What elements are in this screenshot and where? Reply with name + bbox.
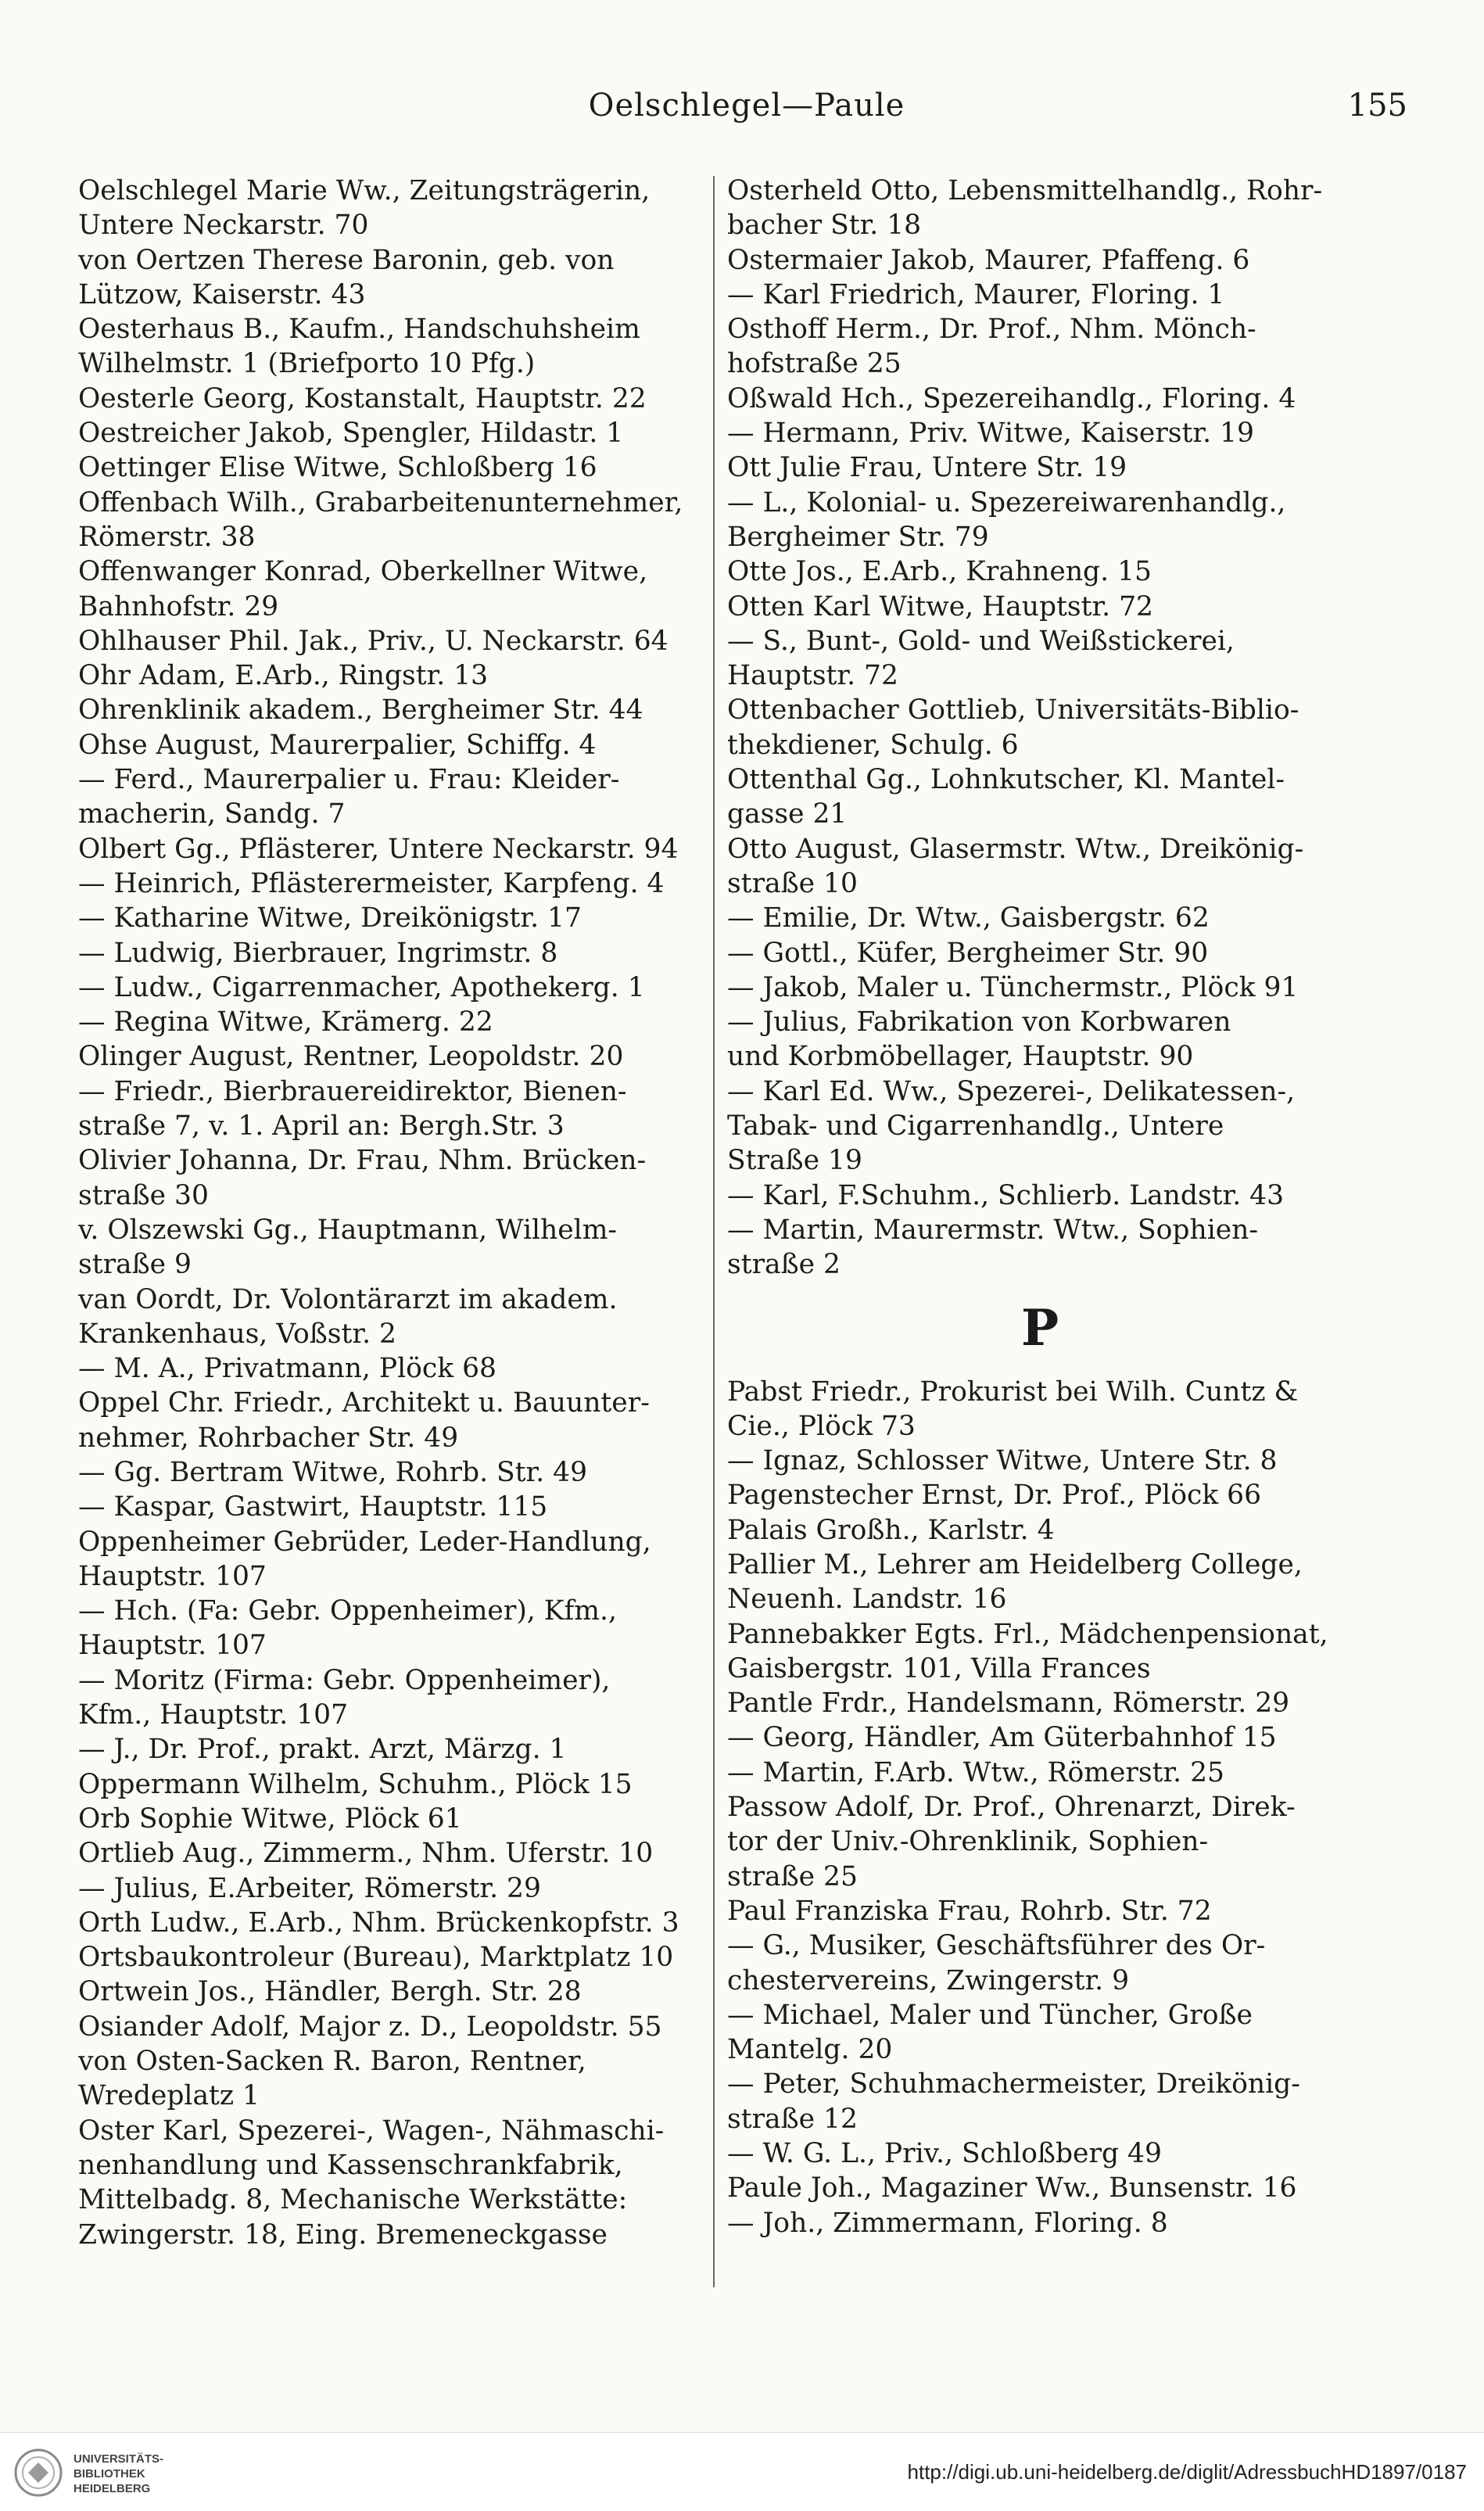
directory-entry-line: — Moritz (Firma: Gebr. Oppenheimer), xyxy=(78,1664,611,1696)
directory-entry-line: Olbert Gg., Pflästerer, Untere Neckarstr. 94 xyxy=(78,833,679,865)
directory-entry-line: Krankenhaus, Voßstr. 2 xyxy=(78,1318,396,1350)
directory-entry-line: Ortsbaukontroleur (Bureau), Marktplatz 10 xyxy=(78,1942,674,1974)
directory-entry-line: — Michael, Maler und Tüncher, Große xyxy=(727,1999,1253,2031)
directory-entry-line: Osthoff Herm., Dr. Prof., Nhm. Mönch- xyxy=(727,314,1256,346)
directory-entry-line: — Gg. Bertram Witwe, Rohrb. Str. 49 xyxy=(78,1456,588,1488)
directory-entry-line: Ohlhauser Phil. Jak., Priv., U. Neckarstr. 64 xyxy=(78,625,669,657)
directory-entry-line: thekdiener, Schulg. 6 xyxy=(727,729,1019,761)
column-divider xyxy=(713,176,715,2287)
directory-entry-line: Palais Großh., Karlstr. 4 xyxy=(727,1514,1055,1546)
directory-entry-line: Untere Neckarstr. 70 xyxy=(78,210,369,242)
directory-entry-line: Mittelbadg. 8, Mechanische Werkstätte: xyxy=(78,2184,628,2216)
directory-entry-line: nenhandlung und Kassenschrankfabrik, xyxy=(78,2149,623,2181)
directory-entry-line: — Julius, E.Arbeiter, Römerstr. 29 xyxy=(78,1872,541,1904)
directory-entry-line: — Friedr., Bierbrauereidirektor, Bienen- xyxy=(78,1075,627,1107)
directory-entry-line: — Joh., Zimmermann, Floring. 8 xyxy=(727,2207,1168,2239)
directory-entry-line: — Emilie, Dr. Wtw., Gaisbergstr. 62 xyxy=(727,902,1210,934)
directory-entry-line: Oettinger Elise Witwe, Schloßberg 16 xyxy=(78,452,597,484)
directory-entry-line: Tabak- und Cigarrenhandlg., Untere xyxy=(727,1110,1224,1143)
directory-entry-line: Ohrenklinik akadem., Bergheimer Str. 44 xyxy=(78,694,643,726)
directory-entry-line: Römerstr. 38 xyxy=(78,521,256,553)
directory-entry-line: Orth Ludw., E.Arb., Nhm. Brückenkopfstr. 3 xyxy=(78,1907,679,1939)
directory-entry-line: Lützow, Kaiserstr. 43 xyxy=(78,278,366,310)
directory-entry-line: Ottenbacher Gottlieb, Universitäts-Biblio- xyxy=(727,694,1299,726)
directory-entry-line: Oelschlegel Marie Ww., Zeitungsträgerin, xyxy=(78,175,651,206)
directory-entry-line: Pabst Friedr., Prokurist bei Wilh. Cuntz & xyxy=(727,1376,1299,1408)
directory-entry-line: Oesterhaus B., Kaufm., Handschuhsheim xyxy=(78,314,640,346)
directory-entry-line: — M. A., Privatmann, Plöck 68 xyxy=(78,1353,496,1385)
directory-entry-line: von Oertzen Therese Baronin, geb. von xyxy=(78,244,615,276)
directory-entry-line: Bergheimer Str. 79 xyxy=(727,521,989,553)
directory-entry-line: — Karl, F.Schuhm., Schlierb. Landstr. 43 xyxy=(727,1179,1285,1211)
directory-entry-line: — Jakob, Maler u. Tünchermstr., Plöck 91 xyxy=(727,971,1299,1003)
directory-entry-line: Olivier Johanna, Dr. Frau, Nhm. Brücken- xyxy=(78,1145,647,1177)
directory-entry-line: Gaisbergstr. 101, Villa Frances xyxy=(727,1652,1151,1684)
directory-entry-line: Offenwanger Konrad, Oberkellner Witwe, xyxy=(78,556,648,588)
directory-entry-line: hofstraße 25 xyxy=(727,348,902,380)
directory-entry-line: Ott Julie Frau, Untere Str. 19 xyxy=(727,452,1127,484)
directory-entry-line: Ohr Adam, E.Arb., Ringstr. 13 xyxy=(78,660,489,692)
directory-entry-line: Paule Joh., Magaziner Ww., Bunsenstr. 16 xyxy=(727,2172,1297,2204)
directory-entry-line: von Osten-Sacken R. Baron, Rentner, xyxy=(78,2046,586,2078)
directory-entry-line: Oßwald Hch., Spezereihandlg., Floring. 4 xyxy=(727,382,1296,414)
directory-entry-line: Otte Jos., E.Arb., Krahneng. 15 xyxy=(727,556,1152,588)
directory-entry-line: — Gottl., Küfer, Bergheimer Str. 90 xyxy=(727,937,1209,969)
directory-entry-line: — Ignaz, Schlosser Witwe, Untere Str. 8 xyxy=(727,1445,1278,1477)
directory-entry-line: Oppel Chr. Friedr., Architekt u. Bauunter- xyxy=(78,1387,650,1419)
directory-entry-line: Hauptstr. 72 xyxy=(727,660,898,692)
directory-entry-line: — Martin, F.Arb. Wtw., Römerstr. 25 xyxy=(727,1756,1224,1788)
directory-entry-line: Wredeplatz 1 xyxy=(78,2080,260,2112)
directory-entry-line: straße 12 xyxy=(727,2103,858,2135)
directory-entry-line: — Ludw., Cigarrenmacher, Apothekerg. 1 xyxy=(78,971,645,1003)
directory-entry-line: Cie., Plöck 73 xyxy=(727,1410,916,1442)
viewer-footer xyxy=(0,2432,1484,2511)
directory-entry-line: Neuenh. Landstr. 16 xyxy=(727,1584,1007,1616)
directory-entry-line: straße 2 xyxy=(727,1249,841,1281)
directory-entry-line: Hauptstr. 107 xyxy=(78,1630,267,1662)
directory-entry-line: Oppermann Wilhelm, Schuhm., Plöck 15 xyxy=(78,1768,633,1800)
directory-entry-line: — L., Kolonial- u. Spezereiwarenhandlg., xyxy=(727,486,1286,518)
directory-entry-line: Olinger August, Rentner, Leopoldstr. 20 xyxy=(78,1041,624,1073)
page-header xyxy=(86,88,1407,135)
directory-entry-line: tor der Univ.-Ohrenklinik, Sophien- xyxy=(727,1826,1209,1858)
directory-entry-line: Pallier M., Lehrer am Heidelberg College, xyxy=(727,1548,1303,1580)
directory-entry-line: Straße 19 xyxy=(727,1145,862,1177)
directory-entry-line: — Ludwig, Bierbrauer, Ingrimstr. 8 xyxy=(78,937,558,969)
directory-entry-line: bacher Str. 18 xyxy=(727,210,922,242)
directory-entry-line: Oster Karl, Spezerei-, Wagen-, Nähmaschi- xyxy=(78,2115,665,2147)
directory-entry-line: — Heinrich, Pflästerermeister, Karpfeng. 4 xyxy=(78,867,665,899)
directory-entry-line: — Julius, Fabrikation von Korbwaren xyxy=(727,1006,1231,1038)
directory-entry-line: Offenbach Wilh., Grabarbeitenunternehmer, xyxy=(78,486,683,518)
directory-entry-line: straße 30 xyxy=(78,1179,209,1211)
library-logo-icon xyxy=(14,2448,63,2497)
directory-entry-line: — W. G. L., Priv., Schloßberg 49 xyxy=(727,2138,1162,2170)
directory-entry-line: Ostermaier Jakob, Maurer, Pfaffeng. 6 xyxy=(727,244,1250,276)
directory-entry-line: — Peter, Schuhmachermeister, Dreikönig- xyxy=(727,2068,1300,2100)
permalink-url[interactable]: http://digi.ub.uni-heidelberg.de/diglit/AdressbuchHD1897/0187 xyxy=(907,2460,1467,2484)
page-number: 155 xyxy=(1347,88,1407,124)
directory-entry-line: Pantle Frdr., Handelsmann, Römerstr. 29 xyxy=(727,1688,1290,1720)
left-column xyxy=(78,174,704,2252)
directory-entry-line: nehmer, Rohrbacher Str. 49 xyxy=(78,1422,459,1454)
directory-entry-line: — Hch. (Fa: Gebr. Oppenheimer), Kfm., xyxy=(78,1595,617,1627)
directory-entry-line: Oppenheimer Gebrüder, Leder-Handlung, xyxy=(78,1526,651,1558)
directory-entry-line: Passow Adolf, Dr. Prof., Ohrenarzt, Direk- xyxy=(727,1792,1296,1824)
directory-entry-line: Osterheld Otto, Lebensmittelhandlg., Rohr- xyxy=(727,175,1323,206)
library-logo[interactable] xyxy=(14,2447,217,2502)
directory-entry-line: — Georg, Händler, Am Güterbahnhof 15 xyxy=(727,1722,1277,1754)
directory-entry-line: v. Olszewski Gg., Hauptmann, Wilhelm- xyxy=(78,1214,618,1246)
directory-entry-line: — Hermann, Priv. Witwe, Kaiserstr. 19 xyxy=(727,418,1254,450)
directory-entry-line: Otto August, Glasermstr. Wtw., Dreikönig- xyxy=(727,833,1304,865)
directory-entry-line: Wilhelmstr. 1 (Briefporto 10 Pfg.) xyxy=(78,348,536,380)
directory-entry-line: chestervereins, Zwingerstr. 9 xyxy=(727,1964,1130,1996)
directory-entry-line: gasse 21 xyxy=(727,798,848,830)
directory-entry-line: Hauptstr. 107 xyxy=(78,1560,267,1592)
directory-entry-line: Bahnhofstr. 29 xyxy=(78,590,279,622)
directory-entry-line: Otten Karl Witwe, Hauptstr. 72 xyxy=(727,590,1154,622)
directory-entry-line: Ottenthal Gg., Lohnkutscher, Kl. Mantel- xyxy=(727,764,1285,796)
directory-entry-line: — Ferd., Maurerpalier u. Frau: Kleider- xyxy=(78,764,620,796)
right-column xyxy=(727,174,1353,2240)
directory-entry-line: Ohse August, Maurerpalier, Schiffg. 4 xyxy=(78,729,597,761)
directory-entry-line: — Regina Witwe, Krämerg. 22 xyxy=(78,1006,493,1038)
directory-entry-line: macherin, Sandg. 7 xyxy=(78,798,346,830)
directory-entry-line: Kfm., Hauptstr. 107 xyxy=(78,1699,349,1731)
directory-entry-line: Mantelg. 20 xyxy=(727,2034,893,2066)
directory-entry-line: van Oordt, Dr. Volontärarzt im akadem. xyxy=(78,1283,618,1315)
directory-entry-line: Oestreicher Jakob, Spengler, Hildastr. 1 xyxy=(78,418,624,450)
directory-entry-line: Orb Sophie Witwe, Plöck 61 xyxy=(78,1803,462,1835)
directory-entry-line: — Kaspar, Gastwirt, Hauptstr. 115 xyxy=(78,1491,548,1523)
directory-entry-line: und Korbmöbellager, Hauptstr. 90 xyxy=(727,1041,1194,1073)
running-title: Oelschlegel—Paule xyxy=(588,88,905,124)
library-logo-text: UNIVERSITÄTS- BIBLIOTHEK HEIDELBERG xyxy=(73,2452,164,2495)
directory-entry-line: — Karl Ed. Ww., Spezerei-, Delikatessen-, xyxy=(727,1075,1296,1107)
directory-entry-line: Ortwein Jos., Händler, Bergh. Str. 28 xyxy=(78,1976,582,2008)
directory-entry-line: straße 25 xyxy=(727,1860,858,1892)
directory-entry-line: Pagenstecher Ernst, Dr. Prof., Plöck 66 xyxy=(727,1480,1262,1512)
directory-entry-line: Paul Franziska Frau, Rohrb. Str. 72 xyxy=(727,1895,1212,1927)
directory-entry-line: — G., Musiker, Geschäftsführer des Or- xyxy=(727,1930,1266,1962)
directory-entry-line: straße 10 xyxy=(727,867,858,899)
directory-entry-line: Osiander Adolf, Major z. D., Leopoldstr. 55 xyxy=(78,2011,662,2043)
directory-entry-line: Pannebakker Egts. Frl., Mädchenpensionat, xyxy=(727,1618,1328,1650)
section-letter-heading: P xyxy=(1020,1298,1059,1358)
directory-entry-line: — J., Dr. Prof., prakt. Arzt, Märzg. 1 xyxy=(78,1734,567,1766)
directory-entry-line: straße 9 xyxy=(78,1249,192,1281)
directory-entry-line: Oesterle Georg, Kostanstalt, Hauptstr. 22 xyxy=(78,382,647,414)
directory-entry-line: Ortlieb Aug., Zimmerm., Nhm. Uferstr. 10 xyxy=(78,1838,654,1870)
directory-entry-line: Zwingerstr. 18, Eing. Bremeneckgasse xyxy=(78,2219,608,2251)
directory-entry-line: — S., Bunt-, Gold- und Weißstickerei, xyxy=(727,625,1235,657)
directory-entry-line: straße 7, v. 1. April an: Bergh.Str. 3 xyxy=(78,1110,565,1143)
directory-entry-line: — Katharine Witwe, Dreikönigstr. 17 xyxy=(78,902,582,934)
directory-entry-line: — Karl Friedrich, Maurer, Floring. 1 xyxy=(727,278,1225,310)
directory-entry-line: — Martin, Maurermstr. Wtw., Sophien- xyxy=(727,1214,1259,1246)
